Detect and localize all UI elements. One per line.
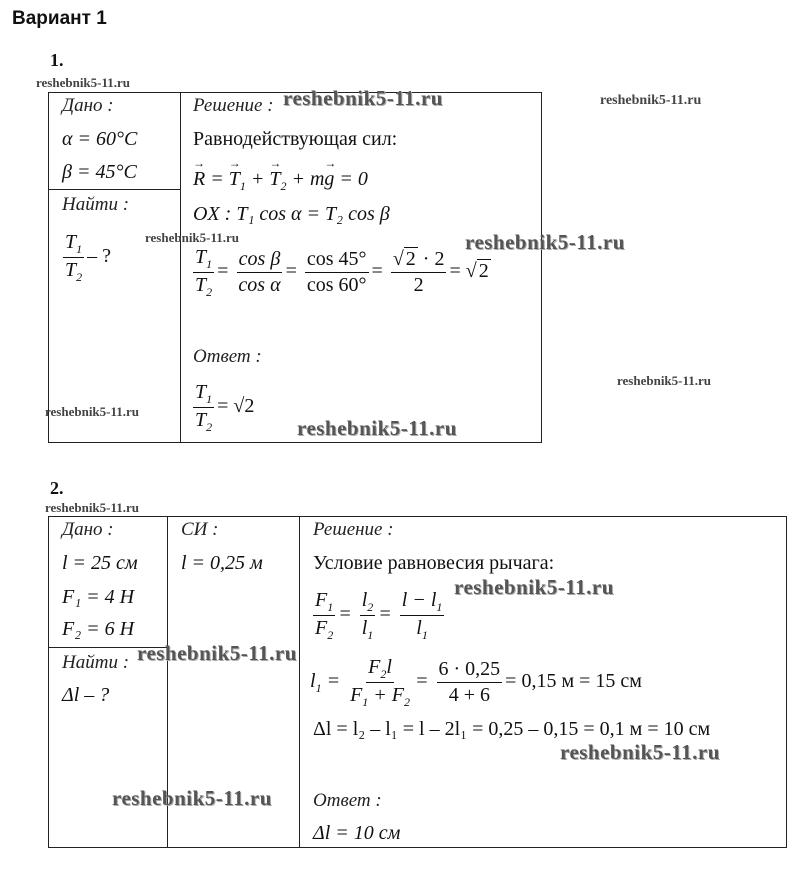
- watermark: reshebnik5-11.ru: [465, 230, 625, 254]
- task2-given-label: Дано :: [62, 519, 114, 540]
- watermark: reshebnik5-11.ru: [45, 500, 140, 515]
- watermark: reshebnik5-11.ru: [617, 373, 712, 388]
- page-title: Вариант 1: [12, 8, 107, 29]
- task2-given-f1: F₁ = 4 Н: [62, 586, 135, 608]
- task2-lever-equation: $\frac{F_1}{F_2}$ = $\frac{l_2}{l_1}$ = $\frac{l - l_1}{l_1}$: [315, 589, 443, 642]
- task2-solution-intro: Условие равновесия рычага:: [313, 552, 555, 574]
- watermark: reshebnik5-11.ru: [45, 404, 140, 419]
- watermark: reshebnik5-11.ru: [560, 740, 720, 764]
- task1-vector-equation: → R = → $T_1$ + → $T_2 + m\to g = 0$: [193, 168, 368, 194]
- task1-find-item: $\frac{T_1}{T_2}$ – ?: [65, 231, 112, 284]
- task2-find-label: Найти :: [62, 652, 130, 673]
- watermark: reshebnik5-11.ru: [454, 575, 614, 599]
- task1-given-label: Дано :: [62, 95, 114, 116]
- task1-ratio-equation: $\frac{T_1}{T_2}$ = $\frac{\text{cos β}}{\text{cos α}}$ = $\frac{\cos 45^\circ}{\cos 60^\circ}$ = $\frac{√ 2 \cdot 2}{2}$ = √ 2: [195, 246, 489, 299]
- task1-divider: [180, 92, 181, 443]
- watermark: reshebnik5-11.ru: [600, 93, 702, 108]
- task2-solution-label: Решение :: [313, 519, 394, 540]
- task1-solution-label: Решение :: [193, 95, 274, 116]
- watermark: reshebnik5-11.ru: [137, 641, 297, 665]
- watermark: reshebnik5-11.ru: [297, 416, 457, 440]
- task2-dl-equation: Δl = l₂ – l₁ = l – 2l₁ = 0,25 – 0,15 = 0,1 м = 10 см: [313, 718, 711, 740]
- task2-l1-equation: $l_1$ = $\frac{F_2l}{F_1 + F_2}$ = $\frac{6 \cdot 0,25}{4 + 6}$ = 0,15 м = 15 см: [310, 656, 642, 709]
- watermark: reshebnik5-11.ru: [145, 230, 240, 245]
- task2-divider-solution: [299, 516, 300, 848]
- task2-number: 2.: [50, 478, 64, 498]
- task2-answer-value: Δl = 10 см: [313, 822, 401, 844]
- task1-find-label: Найти :: [62, 194, 130, 215]
- task1-given-alpha: α = 60°C: [62, 128, 138, 150]
- task2-si-item: l = 0,25 м: [181, 552, 263, 574]
- task2-si-label: СИ :: [181, 519, 219, 540]
- task2-given-l: l = 25 см: [62, 552, 138, 574]
- task2-given-f2: F₂ = 6 Н: [62, 618, 135, 640]
- watermark: reshebnik5-11.ru: [112, 786, 272, 810]
- task1-given-beta: β = 45°C: [62, 161, 137, 183]
- watermark: reshebnik5-11.ru: [36, 75, 131, 90]
- task1-ox-equation: OX : T₁ cos α = T₂ cos β: [193, 203, 390, 225]
- task1-answer-label: Ответ :: [193, 346, 262, 367]
- task2-answer-label: Ответ :: [313, 790, 382, 811]
- task1-answer-value: $\frac{T_1}{T_2}$ = √2: [195, 381, 255, 434]
- task2-find-item: Δl – ?: [62, 684, 110, 706]
- task1-number: 1.: [50, 50, 64, 70]
- task1-given-find-divider: [48, 189, 180, 190]
- watermark: reshebnik5-11.ru: [283, 86, 443, 110]
- task1-solution-intro: Равнодействующая сил:: [193, 128, 398, 150]
